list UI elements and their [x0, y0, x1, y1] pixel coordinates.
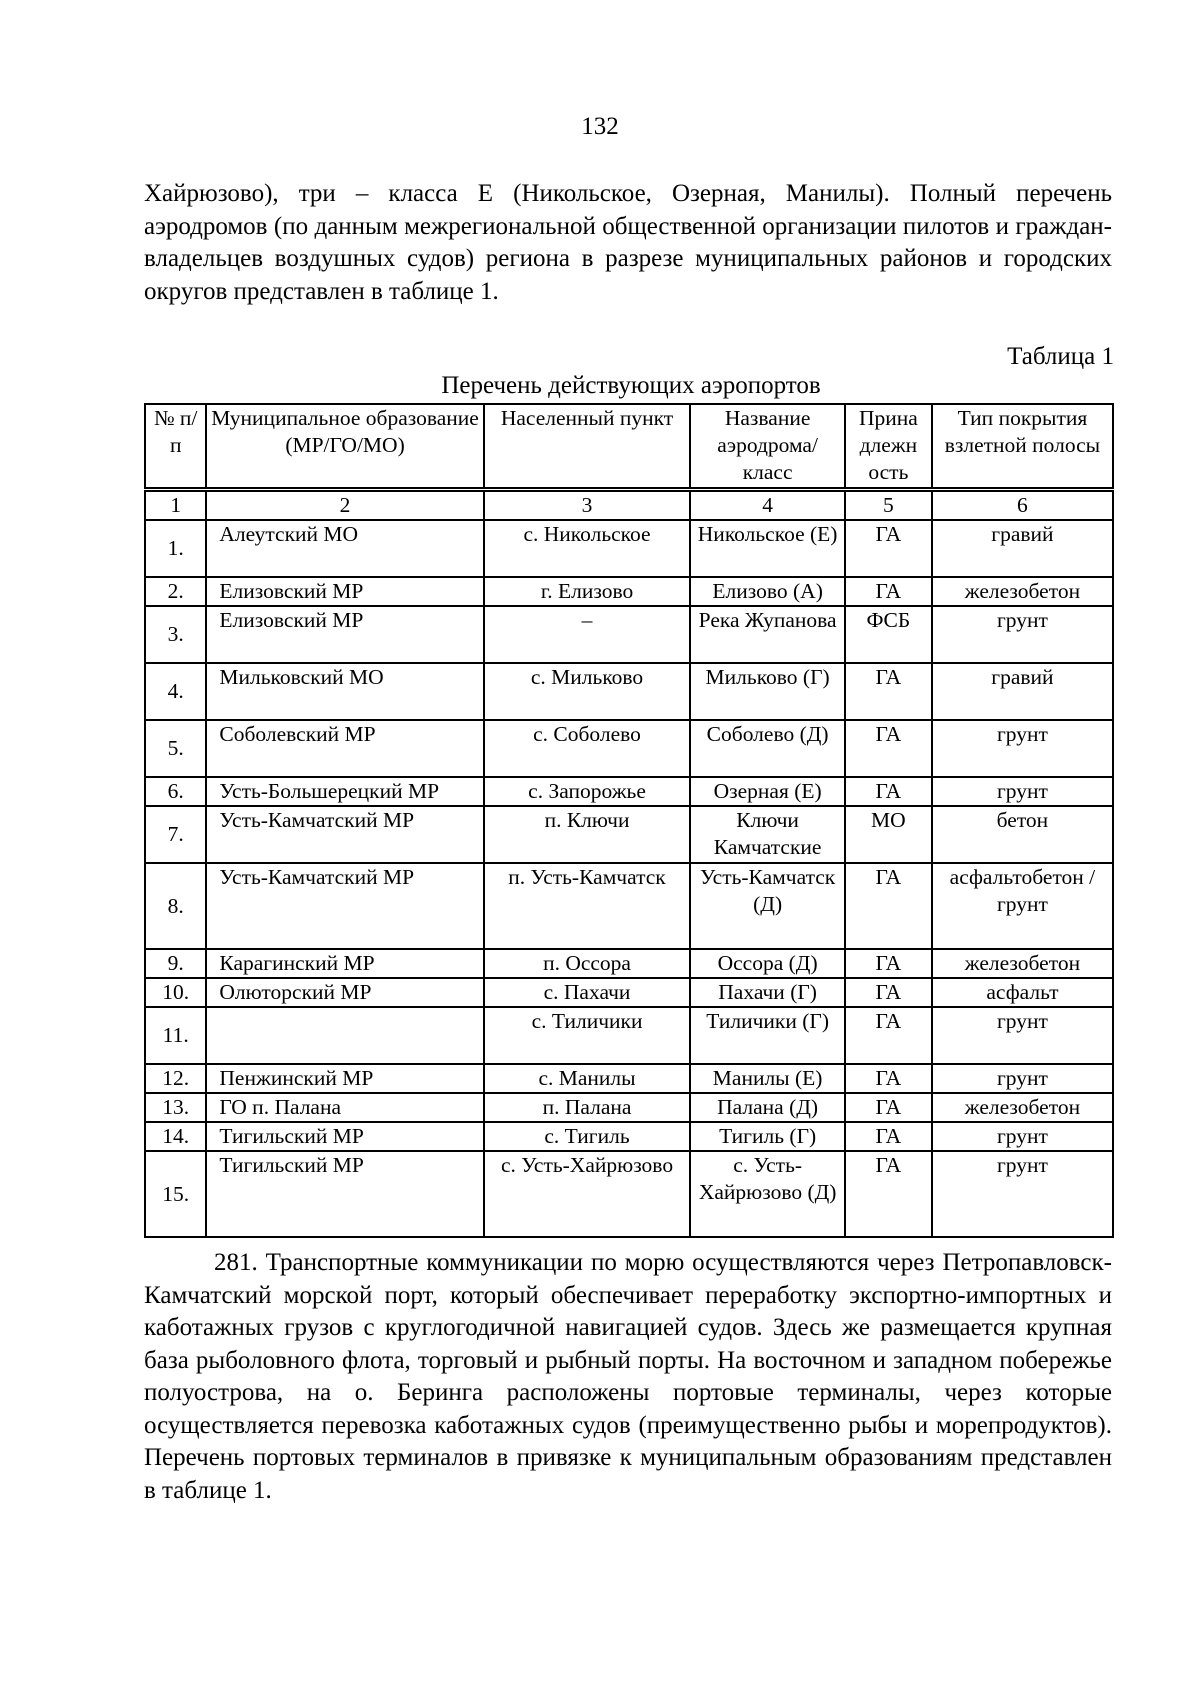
column-number-row — [145, 491, 1113, 520]
table-row — [145, 520, 1113, 577]
row-owner: ГА — [845, 720, 932, 777]
row-aerodrome: Усть-Камчатск (Д) — [690, 863, 845, 949]
table-row — [145, 1151, 1113, 1237]
row-settlement: с. Запорожье — [484, 777, 691, 806]
column-number: 3 — [484, 491, 691, 520]
row-number: 3. — [145, 606, 206, 663]
row-surface: грунт — [932, 1007, 1113, 1064]
column-number: 6 — [932, 491, 1113, 520]
row-owner: ГА — [845, 1007, 932, 1064]
row-municipality: Тигильский МР — [206, 1151, 483, 1237]
airports-table-header — [144, 403, 1114, 489]
row-surface: асфальтобетон /грунт — [932, 863, 1113, 949]
row-owner: ГА — [845, 1122, 932, 1151]
row-owner: ГА — [845, 1064, 932, 1093]
row-aerodrome: Елизово (А) — [690, 577, 845, 606]
row-surface: грунт — [932, 606, 1113, 663]
header-number: № п/п — [145, 404, 206, 488]
row-owner: МО — [845, 806, 932, 863]
row-municipality: Усть-Камчатский МР — [206, 806, 483, 863]
table-row — [145, 577, 1113, 606]
row-number: 15. — [145, 1151, 206, 1237]
table-label: Таблица 1 — [1007, 343, 1114, 370]
row-surface: грунт — [932, 720, 1113, 777]
intro-paragraph: Хайрюзово), три – класса Е (Никольское, Озерная, Манилы). Полный перечень аэродромов (по данным межрегиональной общественной организации пилотов и граждан-владельцев воздушных судов) региона в разрезе муниципальных районов и городских округов представлен в таблице 1. — [144, 180, 1112, 305]
row-owner: ГА — [845, 577, 932, 606]
row-surface: гравий — [932, 520, 1113, 577]
table-row — [145, 720, 1113, 777]
table-row — [145, 777, 1113, 806]
row-surface: железобетон — [932, 577, 1113, 606]
row-settlement: с. Манилы — [484, 1064, 691, 1093]
row-owner: ГА — [845, 663, 932, 720]
row-number: 13. — [145, 1093, 206, 1122]
row-municipality: ГО п. Палана — [206, 1093, 483, 1122]
row-surface: асфальт — [932, 978, 1113, 1007]
header-municipality: Муниципальное образование (МР/ГО/МО) — [206, 404, 483, 488]
row-settlement: п. Палана — [484, 1093, 691, 1122]
column-number: 2 — [206, 491, 483, 520]
row-settlement: – — [484, 606, 691, 663]
row-number: 10. — [145, 978, 206, 1007]
table-row — [145, 1064, 1113, 1093]
row-number: 9. — [145, 949, 206, 978]
row-owner: ГА — [845, 1093, 932, 1122]
header-owner: Прина длежн ость — [845, 404, 932, 488]
row-aerodrome: Озерная (Е) — [690, 777, 845, 806]
table-row — [145, 1007, 1113, 1064]
row-owner: ГА — [845, 777, 932, 806]
table-row — [145, 663, 1113, 720]
row-aerodrome: Мильково (Г) — [690, 663, 845, 720]
row-municipality: Тигильский МР — [206, 1122, 483, 1151]
row-municipality — [206, 1007, 483, 1064]
section-281-paragraph: 281. Транспортные коммуникации по морю осуществляются через Петропавловск-Камчатский морской порт, который обеспечивает переработку экспортно-импортных и каботажных грузов с круглогодичной навигацией судов. Здесь же размещается крупная база рыболовного флота, торговый и рыбный порты. На восточном и западном побережье полуострова, на о. Беринга расположены портовые терминалы, через которые осуществляется перевозка каботажных судов (преимущественно рыбы и морепродуктов). Перечень портовых терминалов в привязке к муниципальным образованиям представлен в таблице 1. — [144, 1249, 1112, 1504]
row-municipality: Карагинский МР — [206, 949, 483, 978]
table-row — [145, 978, 1113, 1007]
row-aerodrome: Пахачи (Г) — [690, 978, 845, 1007]
column-number: 4 — [690, 491, 845, 520]
row-settlement: с. Усть-Хайрюзово — [484, 1151, 691, 1237]
row-municipality: Усть-Камчатский МР — [206, 863, 483, 949]
row-aerodrome: Манилы (Е) — [690, 1064, 845, 1093]
header-surface: Тип покрытия взлетной полосы — [932, 404, 1113, 488]
row-owner: ГА — [845, 949, 932, 978]
table-row — [145, 1122, 1113, 1151]
row-municipality: Олюторский МР — [206, 978, 483, 1007]
row-settlement: с. Мильково — [484, 663, 691, 720]
table-row — [145, 949, 1113, 978]
row-municipality: Усть-Большерецкий МР — [206, 777, 483, 806]
row-number: 1. — [145, 520, 206, 577]
row-settlement: с. Никольское — [484, 520, 691, 577]
row-number: 11. — [145, 1007, 206, 1064]
row-municipality: Елизовский МР — [206, 606, 483, 663]
header-settlement: Населенный пункт — [484, 404, 691, 488]
row-settlement: с. Тигиль — [484, 1122, 691, 1151]
column-number: 5 — [845, 491, 932, 520]
row-aerodrome: с. Усть-Хайрюзово (Д) — [690, 1151, 845, 1237]
row-surface: грунт — [932, 1064, 1113, 1093]
row-municipality: Соболевский МР — [206, 720, 483, 777]
row-surface: грунт — [932, 1122, 1113, 1151]
column-number: 1 — [145, 491, 206, 520]
row-surface: грунт — [932, 777, 1113, 806]
row-owner: ГА — [845, 978, 932, 1007]
row-number: 4. — [145, 663, 206, 720]
row-owner: ФСБ — [845, 606, 932, 663]
row-number: 2. — [145, 577, 206, 606]
table-row — [145, 806, 1113, 863]
row-owner: ГА — [845, 520, 932, 577]
table-row — [145, 1093, 1113, 1122]
row-number: 5. — [145, 720, 206, 777]
row-aerodrome: Река Жупанова — [690, 606, 845, 663]
airports-table-body — [145, 491, 1113, 1237]
airports-table — [144, 490, 1114, 1238]
row-settlement: с. Тиличики — [484, 1007, 691, 1064]
row-settlement: п. Ключи — [484, 806, 691, 863]
row-aerodrome: Соболево (Д) — [690, 720, 845, 777]
row-municipality: Пенжинский МР — [206, 1064, 483, 1093]
row-aerodrome: Тигиль (Г) — [690, 1122, 845, 1151]
row-surface: железобетон — [932, 1093, 1113, 1122]
row-settlement: п. Усть-Камчатск — [484, 863, 691, 949]
row-number: 12. — [145, 1064, 206, 1093]
header-aerodrome: Название аэродрома/ класс — [690, 404, 845, 488]
table-row — [145, 863, 1113, 949]
row-number: 14. — [145, 1122, 206, 1151]
row-municipality: Алеутский МО — [206, 520, 483, 577]
row-settlement: г. Елизово — [484, 577, 691, 606]
row-number: 8. — [145, 863, 206, 949]
row-owner: ГА — [845, 863, 932, 949]
row-aerodrome: Тиличики (Г) — [690, 1007, 845, 1064]
row-number: 7. — [145, 806, 206, 863]
row-surface: бетон — [932, 806, 1113, 863]
row-surface: гравий — [932, 663, 1113, 720]
row-aerodrome: Ключи Камчатские — [690, 806, 845, 863]
row-aerodrome: Никольское (Е) — [690, 520, 845, 577]
row-municipality: Елизовский МР — [206, 577, 483, 606]
row-settlement: с. Соболево — [484, 720, 691, 777]
table-row — [145, 606, 1113, 663]
row-settlement: с. Пахачи — [484, 978, 691, 1007]
row-surface: железобетон — [932, 949, 1113, 978]
row-owner: ГА — [845, 1151, 932, 1237]
row-settlement: п. Оссора — [484, 949, 691, 978]
page-number: 132 — [581, 113, 619, 140]
row-number: 6. — [145, 777, 206, 806]
row-aerodrome: Палана (Д) — [690, 1093, 845, 1122]
row-aerodrome: Оссора (Д) — [690, 949, 845, 978]
row-municipality: Мильковский МО — [206, 663, 483, 720]
table-title: Перечень действующих аэропортов — [441, 372, 821, 399]
row-surface: грунт — [932, 1151, 1113, 1237]
